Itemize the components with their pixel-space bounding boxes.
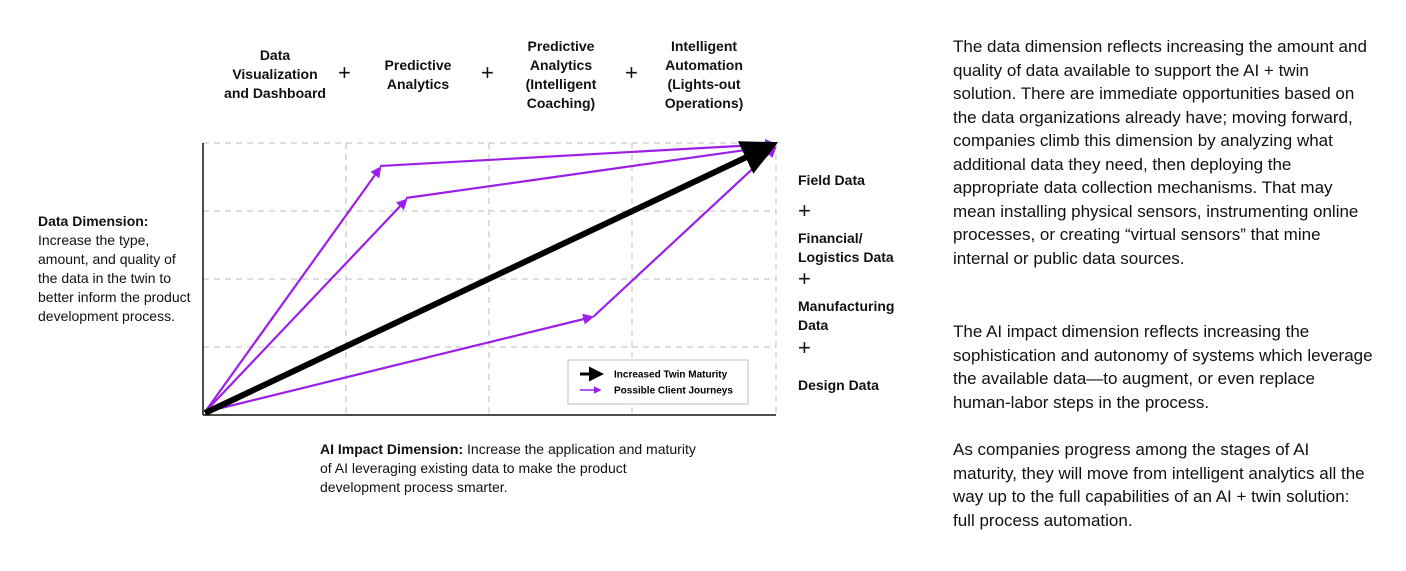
legend-maturity-label: Increased Twin Maturity — [614, 369, 728, 381]
ai-impact-dimension-text: Increase the application and maturity of AI leveraging existing data to make the product development process smarter. — [320, 441, 696, 495]
paragraph-data-dimension: The data dimension reflects increasing the amount and quality of data available to support the AI + twin solution. There are immediate opportunities based on the data organizations already have; moving forward, companies climb this dimension by analyzing what additional data they need, then deploying the appropriate data collection mechanisms. That may mean installing physical sensors, instrumenting online processes, or creating “virtual sensors” that mine internal or public data sources. — [953, 37, 1367, 268]
row-label-design-data: Design Data — [798, 377, 879, 393]
column-plus-2: + — [481, 60, 494, 85]
row-label-financial-logistics-data: Financial/ Logistics Data — [798, 230, 894, 265]
column-label-intelligent-coaching: Predictive Analytics (Intelligent Coaching) — [525, 38, 597, 111]
column-label-data-visualization: Data Visualization and Dashboard — [224, 47, 326, 101]
paragraph-ai-impact-dimension: The AI impact dimension reflects increasing the sophistication and autonomy of systems which leverage the available data—to augment, or even replace human-labor steps in the process. — [953, 322, 1373, 412]
row-label-manufacturing-data: Manufacturing Data — [798, 298, 895, 333]
column-label-predictive-analytics: Predictive Analytics — [384, 57, 452, 92]
journey-2-leg-1 — [205, 200, 406, 412]
row-label-field-data: Field Data — [798, 172, 865, 188]
legend — [568, 360, 748, 404]
data-dimension-text: Increase the type, amount, and quality of the data in the twin to better inform the product development process. — [38, 232, 191, 324]
ai-impact-dimension-title: AI Impact Dimension: — [320, 441, 464, 457]
legend-journeys-label: Possible Client Journeys — [614, 385, 733, 397]
column-plus-3: + — [625, 60, 638, 85]
column-plus-1: + — [338, 60, 351, 85]
journey-3-leg-2 — [593, 148, 775, 317]
paragraph-ai-maturity: As companies progress among the stages of AI maturity, they will move from intelligent analytics all the way up to the full capabilities of an AI + twin solution: full process automation. — [953, 440, 1365, 530]
row-plus-1: + — [798, 198, 811, 223]
row-plus-3: + — [798, 335, 811, 360]
data-dimension-title: Data Dimension: — [38, 213, 149, 229]
legend-box — [568, 360, 748, 404]
ai-impact-dimension-description — [320, 440, 710, 497]
column-label-intelligent-automation: Intelligent Automation (Lights-out Operations) — [664, 38, 744, 111]
row-plus-2: + — [798, 266, 811, 291]
